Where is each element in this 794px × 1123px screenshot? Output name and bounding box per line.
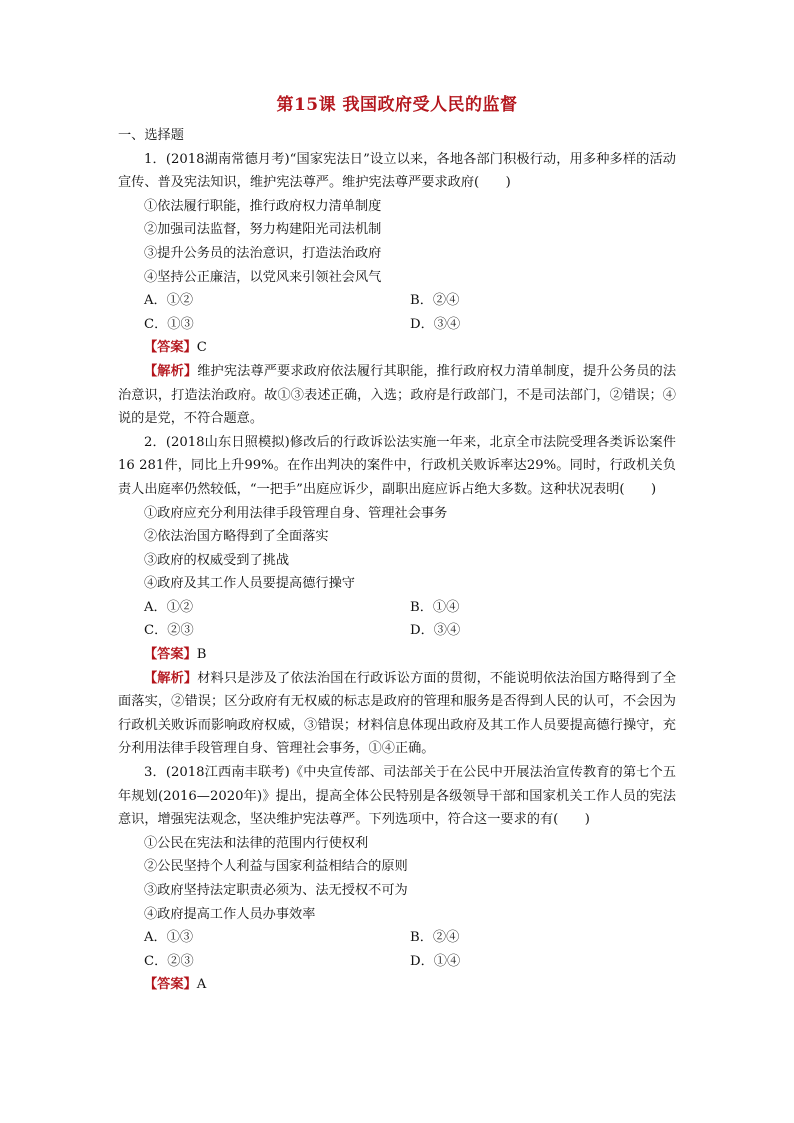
- q2-choice-d: D．③④: [410, 623, 461, 639]
- q2-item-1: ①政府应充分利用法律手段管理自身、管理社会事务: [144, 505, 448, 521]
- section-heading: 一、选择题: [118, 128, 184, 143]
- q3-choice-d: D．①④: [410, 953, 461, 969]
- page-title: 第15课 我国政府受人民的监督: [276, 95, 518, 115]
- q2-choice-a: A．①②: [144, 599, 194, 615]
- q2-choices-row1: [118, 596, 676, 620]
- q2-stem: 2．(2018山东日照模拟)修改后的行政诉讼法实施一年来，北京全市法院受理各类诉讼案件16 281件，同比上升99%。在作出判决的案件中，行政机关败诉率达29%。同时，行政机关负责人出庭率仍然较低，“一把手”出庭应诉少，副职出庭应诉占绝大多数。这种状况表明( ): [118, 434, 676, 497]
- q1-choices-row1: [118, 289, 676, 313]
- q3-item-2: ②公民坚持个人利益与国家利益相结合的原则: [144, 859, 408, 875]
- q1-choice-d: D．③④: [410, 316, 461, 332]
- q3-choices-row2: [118, 950, 676, 974]
- q1-answer-value: C: [196, 340, 207, 356]
- answer-tag: 【答案】: [144, 647, 197, 663]
- q1-item-1: ①依法履行职能，推行政府权力清单制度: [144, 198, 382, 214]
- q1-choice-a: A．①②: [144, 293, 194, 309]
- q1-item-4: ④坚持公正廉洁，以党风来引领社会风气: [144, 269, 382, 285]
- q3-choice-b: B．②④: [410, 930, 460, 946]
- q3-choice-c: C．②③: [144, 953, 194, 969]
- q1-choices-row2: [118, 313, 676, 337]
- q2-choices-row2: [118, 619, 676, 643]
- q1-analysis: [118, 360, 676, 431]
- q2-item-4: ④政府及其工作人员要提高德行操守: [144, 576, 355, 592]
- q3-answer: [118, 973, 676, 997]
- q2-choice-c: C．②③: [144, 623, 194, 639]
- q1-choice-b: B．②④: [410, 293, 460, 309]
- q1-answer: [118, 336, 676, 360]
- q3-choices-row1: [118, 926, 676, 950]
- q3-item-4: ④政府提高工作人员办事效率: [144, 906, 316, 922]
- q2-answer: [118, 643, 676, 667]
- document-page: [118, 92, 676, 997]
- q3-answer-value: A: [196, 977, 207, 993]
- q3-item-1: ①公民在宪法和法律的范围内行使权利: [144, 835, 369, 851]
- q3-stem: 3．(2018江西南丰联考)《中央宣传部、司法部关于在公民中开展法治宣传教育的第七个五年规划(2016—2020年)》提出，提高全体公民特别是各级领导干部和国家机关工作人员的宪法意识，增强宪法观念，坚决维护宪法尊严。下列选项中，符合这一要求的有( ): [118, 765, 676, 828]
- q2-item-3: ③政府的权威受到了挑战: [144, 552, 290, 568]
- answer-tag: 【答案】: [144, 340, 197, 356]
- q1-item-2: ②加强司法监督，努力构建阳光司法机制: [144, 222, 382, 238]
- q2-item-2: ②依法治国方略得到了全面落实: [144, 529, 329, 545]
- q1-choice-c: C．①③: [144, 316, 194, 332]
- answer-tag: 【答案】: [144, 977, 197, 993]
- q2-analysis-text: 材料只是涉及了依法治国在行政诉讼方面的贯彻，不能说明依法治国方略得到了全面落实，②错误；区分政府有无权威的标志是政府的管理和服务是否得到人民的认可，不会因为行政机关败诉而影响政府权威，③错误；材料信息体现出政府及其工作人员要提高德行操守，充分利用法律手段管理自身、管理社会事务，①④正确。: [118, 670, 677, 757]
- q2-answer-value: B: [196, 647, 207, 663]
- q1-stem: 1．(2018湖南常德月考)“国家宪法日”设立以来，各地各部门积极行动，用多种多样的活动宣传、普及宪法知识，维护宪法尊严。维护宪法尊严要求政府( ): [118, 151, 676, 191]
- q2-choice-b: B．①④: [410, 599, 460, 615]
- q3-item-3: ③政府坚持法定职责必须为、法无授权不可为: [144, 883, 408, 898]
- q1-analysis-text: 维护宪法尊严要求政府依法履行其职能，推行政府权力清单制度，提升公务员的法治意识，打造法治政府。故①③表述正确，入选；政府是行政部门，不是司法部门，②错误；④说的是党，不符合题意。: [118, 363, 677, 427]
- analysis-tag: 【解析】: [144, 670, 198, 686]
- q2-analysis: [118, 667, 676, 761]
- analysis-tag: 【解析】: [144, 363, 198, 379]
- q1-item-3: ③提升公务员的法治意识，打造法治政府: [144, 245, 382, 261]
- q3-choice-a: A．①③: [144, 930, 194, 946]
